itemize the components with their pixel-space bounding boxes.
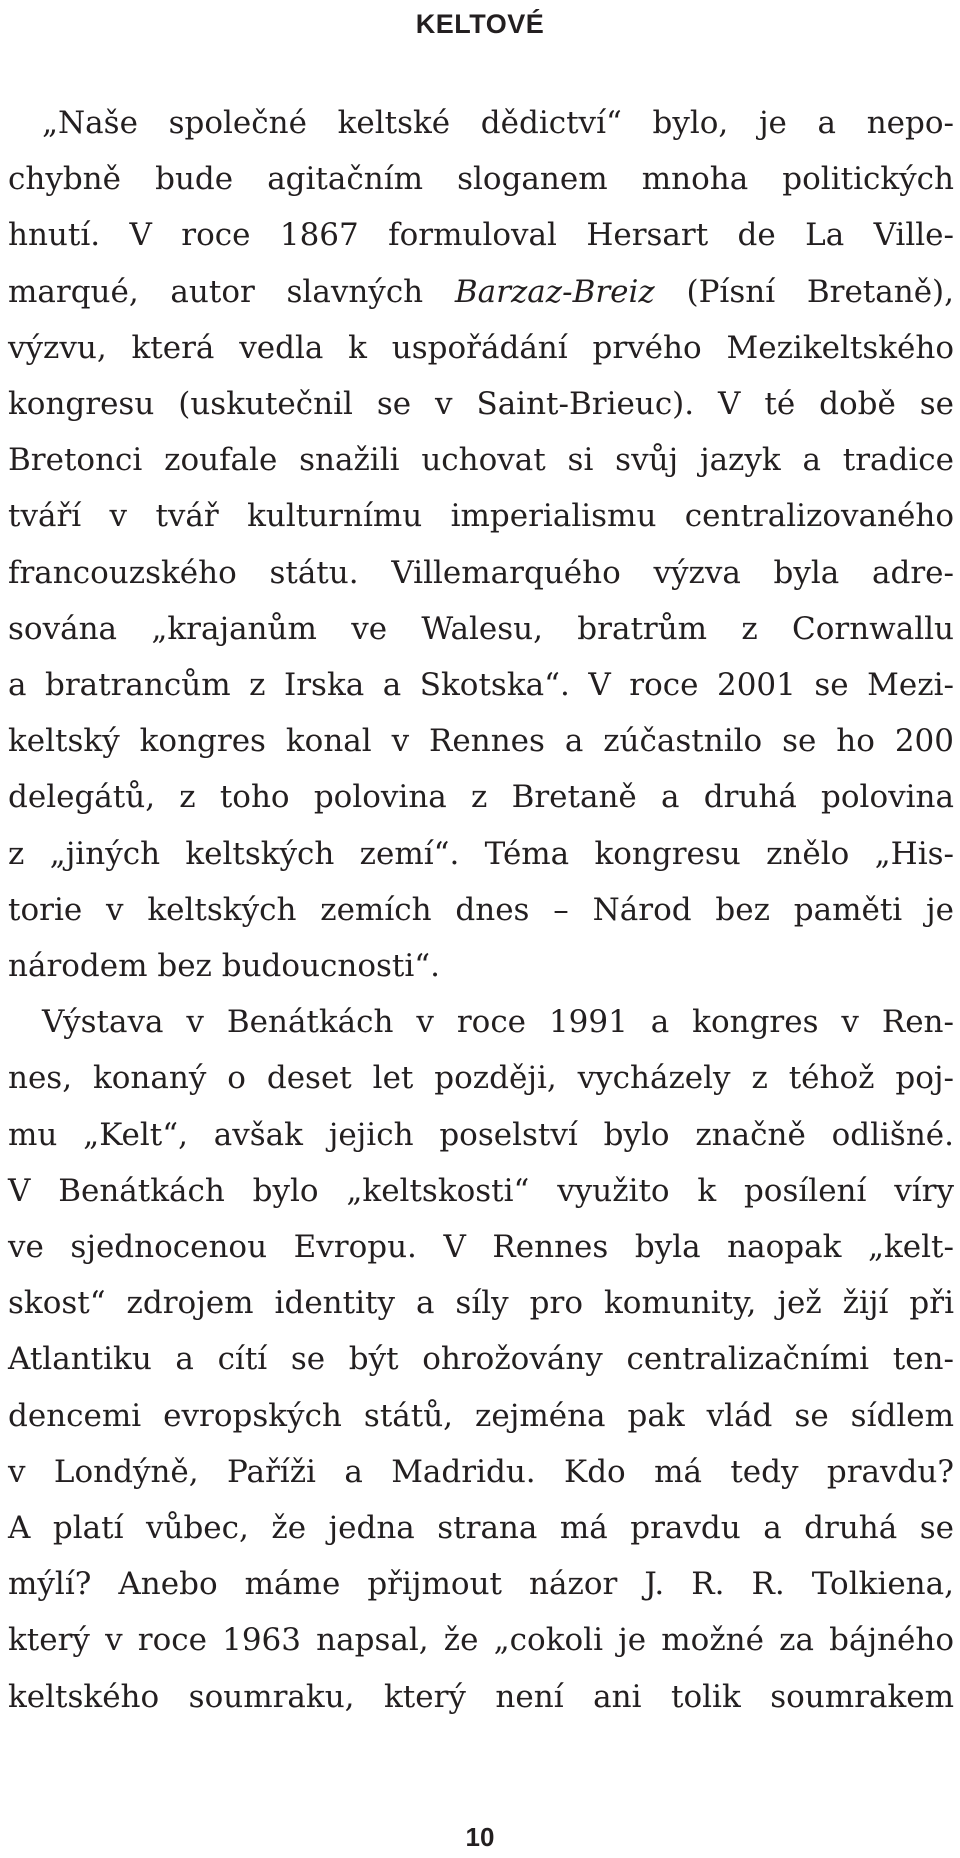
text-line: sována „krajanům ve Walesu, bratrům z Cornwallu	[8, 610, 954, 647]
text-line: Bretonci zoufale snažili uchovat si svůj jazyk a tradice	[8, 442, 954, 479]
text-line: francouzského státu. Villemarquého výzva byla adre-	[8, 554, 954, 591]
text-line: národem bez budoucnosti“.	[8, 948, 441, 985]
text-line: nes, konaný o deset let později, vycházely z téhož poj-	[8, 1060, 954, 1097]
text-line	[8, 264, 954, 320]
text-line: v Londýně, Paříži a Madridu. Kdo má tedy pravdu?	[8, 1453, 954, 1490]
paragraph	[8, 95, 954, 994]
text-line: keltského soumraku, který není ani tolik soumrakem	[8, 1678, 954, 1715]
paragraph	[8, 994, 954, 1725]
text-line: hnutí. V roce 1867 formuloval Hersart de La Ville-	[8, 217, 954, 254]
text-line: výzvu, která vedla k uspořádání prvého Mezikeltského	[8, 329, 954, 366]
text-line: tváří v tvář kulturnímu imperialismu centralizovaného	[8, 498, 954, 535]
text-line: dencemi evropských států, zejména pak vlád se sídlem	[8, 1397, 954, 1434]
text-line: skost“ zdrojem identity a síly pro komunity, jež žijí při	[8, 1285, 954, 1322]
text-line: a bratrancům z Irska a Skotska“. V roce 2001 se Mezi-	[8, 667, 954, 704]
text-line: keltský kongres konal v Rennes a zúčastnilo se ho 200	[8, 723, 954, 760]
body-text	[8, 95, 954, 1725]
text-line: Výstava v Benátkách v roce 1991 a kongres v Ren-	[42, 1004, 954, 1041]
text-line: delegátů, z toho polovina z Bretaně a druhá polovina	[8, 779, 954, 816]
text-line: torie v keltských zemích dnes – Národ bez paměti je	[8, 891, 954, 928]
text-line: V Benátkách bylo „keltskosti“ využito k posílení víry	[8, 1172, 954, 1209]
text-line: z „jiných keltských zemí“. Téma kongresu znělo „His-	[8, 835, 954, 872]
text-line: chybně bude agitačním sloganem mnoha politických	[8, 161, 954, 198]
text-run: marqué, autor slavných	[8, 273, 455, 310]
text-line: Atlantiku a cítí se být ohrožovány centralizačními ten-	[8, 1341, 954, 1378]
text-line: kongresu (uskutečnil se v Saint-Brieuc). V té době se	[8, 386, 954, 423]
text-line: „Naše společné keltské dědictví“ bylo, je a nepo-	[42, 105, 954, 141]
text-line: mýlí? Anebo máme přijmout názor J. R. R. Tolkiena,	[8, 1566, 954, 1603]
text-line: ve sjednocenou Evropu. V Rennes byla naopak „kelt-	[8, 1229, 954, 1266]
text-line: mu „Kelt“, avšak jejich poselství bylo značně odlišné.	[8, 1116, 954, 1153]
page-number: 10	[465, 1822, 495, 1852]
text-line: který v roce 1963 napsal, že „cokoli je možné za bájného	[8, 1622, 954, 1659]
text-line: A platí vůbec, že jedna strana má pravdu a druhá se	[8, 1510, 954, 1547]
book-title-italic: Barzaz-Breiz	[454, 273, 655, 310]
running-head: KELTOVÉ	[415, 9, 545, 39]
text-run: (Písní Bretaně),	[654, 273, 954, 310]
